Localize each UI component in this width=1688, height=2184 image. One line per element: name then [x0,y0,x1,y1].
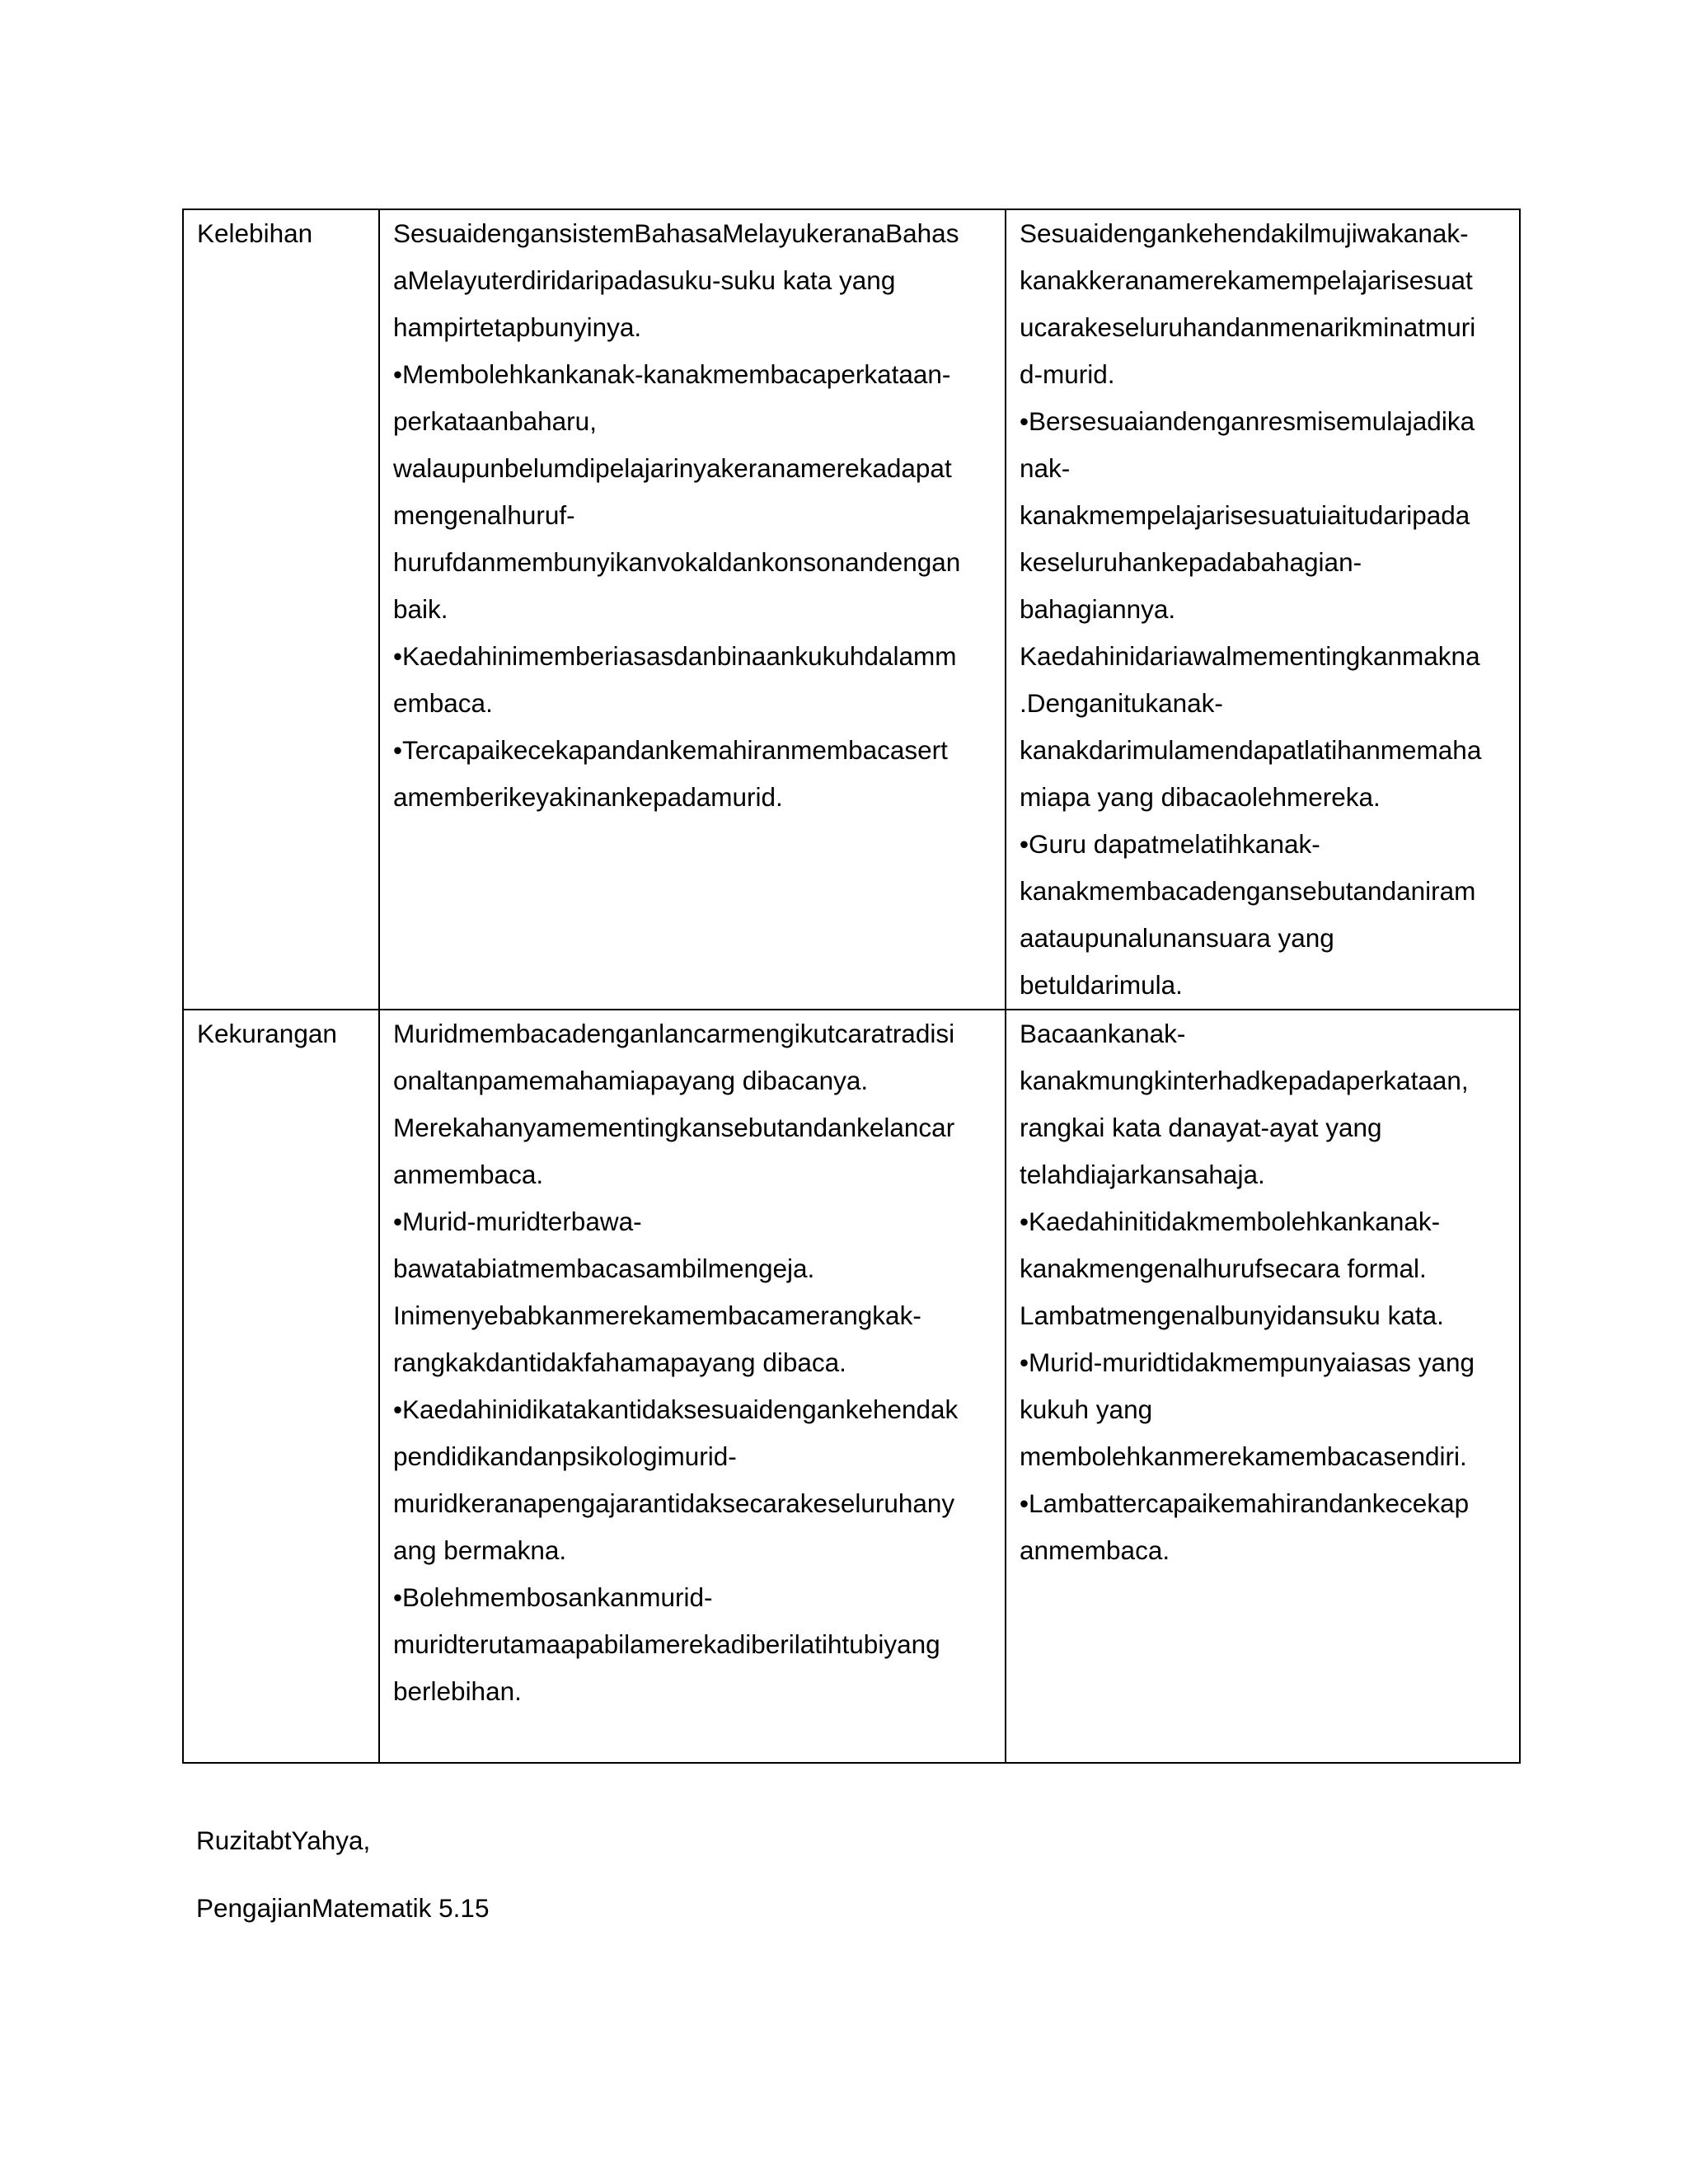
method-b-cell [1006,209,1520,1010]
text-line: keseluruhankepadabahagian- [1020,547,1362,577]
table-row-kekurangan [183,1010,1520,1763]
course-line: PengajianMatematik 5.15 [196,1893,490,1923]
text-line: perkataanbaharu, [393,406,597,436]
text-line: rangkakdantidakfahamapayang dibaca. [393,1347,846,1377]
text-line: •Kaedahinimemberiasasdanbinaankukuhdalamm [393,641,957,671]
text-line: .Denganitukanak- [1020,688,1223,718]
text-line: kanakmembacadengansebutandaniram [1020,876,1476,906]
text-line: Lambatmengenalbunyidansuku kata. [1020,1301,1444,1330]
row-label: Kekurangan [197,1019,337,1048]
text-line: muridterutamaapabilamerekadiberilatihtubiyang [393,1629,940,1659]
text-line: kukuh yang [1020,1394,1153,1424]
text-line: membolehkanmerekamembacasendiri. [1020,1441,1467,1471]
text-line: •Bersesuaiandenganresmisemulajadika [1020,406,1475,436]
text-line: Bacaankanak- [1020,1019,1186,1048]
table-row-kelebihan [183,209,1520,1010]
text-line: pendidikandanpsikologimurid- [393,1441,737,1471]
text-line: telahdiajarkansahaja. [1020,1160,1265,1189]
text-line: SesuaidengansistemBahasaMelayukeranaBahas [393,218,959,248]
text-line: Inimenyebabkanmerekamembacamerangkak- [393,1301,921,1330]
text-line: •Lambattercapaikemahirandankecekap [1020,1488,1470,1518]
method-a-cell [379,1010,1006,1763]
text-line: •Membolehkankanak-kanakmembacaperkataan- [393,359,951,389]
text-line: amemberikeyakinankepadamurid. [393,782,783,812]
text-line: muridkeranapengajarantidaksecarakeseluruhany [393,1488,955,1518]
text-line: hurufdanmembunyikanvokaldankonsonandengan [393,547,961,577]
text-line: Muridmembacadenganlancarmengikutcaratradisi [393,1019,955,1048]
text-line: nak- [1020,453,1071,483]
text-line: Sesuaidengankehendakilmujiwakanak- [1020,218,1469,248]
text-line: embaca. [393,688,493,718]
text-line: kanakmengenalhurufsecara formal. [1020,1254,1427,1283]
text-line: bawatabiatmembacasambilmengeja. [393,1254,815,1283]
text-line: miapa yang dibacaolehmereka. [1020,782,1381,812]
text-line: aataupunalunansuara yang [1020,923,1334,953]
text-line: ang bermakna. [393,1535,567,1565]
text-line: Kaedahinidariawalmementingkanmakna [1020,641,1480,671]
text-line: anmembaca. [1020,1535,1170,1565]
text-line: bahagiannya. [1020,594,1176,624]
text-line: •Murid-muridtidakmempunyaiasas yang [1020,1347,1475,1377]
text-line: onaltanpamemahamiapayang dibacanya. [393,1066,869,1095]
row-label-cell [183,209,379,1010]
text-line: •Murid-muridterbawa- [393,1207,642,1236]
text-line: mengenalhuruf- [393,500,575,530]
row-label: Kelebihan [197,218,313,248]
text-line: ucarakeseluruhandanmenarikminatmuri [1020,312,1476,342]
text-line: anmembaca. [393,1160,544,1189]
text-line: d-murid. [1020,359,1115,389]
text-line: kanakkeranamerekamempelajarisesuat [1020,265,1473,295]
text-line: hampirtetapbunyinya. [393,312,642,342]
text-line: walaupunbelumdipelajarinyakeranamerekadapat [393,453,952,483]
text-line: •Guru dapatmelatihkanak- [1020,829,1320,859]
text-line: •Bolehmembosankanmurid- [393,1582,713,1612]
text-line: Merekahanyamementingkansebutandankelancar [393,1113,955,1142]
text-line: betuldarimula. [1020,970,1183,1000]
author-line: RuzitabtYahya, [196,1825,371,1855]
text-line: baik. [393,594,448,624]
text-line: rangkai kata danayat-ayat yang [1020,1113,1382,1142]
text-line: kanakmungkinterhadkepadaperkataan, [1020,1066,1469,1095]
text-line: aMelayuterdiridaripadasuku-suku kata yang [393,265,896,295]
text-line: berlebihan. [393,1676,522,1706]
text-line: •Kaedahinidikatakantidaksesuaidengankehendak [393,1394,959,1424]
row-label-cell [183,1010,379,1763]
method-a-cell [379,209,1006,1010]
text-line: •Tercapaikecekapandankemahiranmembacasert [393,735,948,765]
method-b-cell [1006,1010,1520,1763]
text-line: •Kaedahinitidakmembolehkankanak- [1020,1207,1441,1236]
text-line: kanakmempelajarisesuatuiaitudaripada [1020,500,1470,530]
text-line: kanakdarimulamendapatlatihanmemaha [1020,735,1482,765]
comparison-table [182,209,1521,1764]
